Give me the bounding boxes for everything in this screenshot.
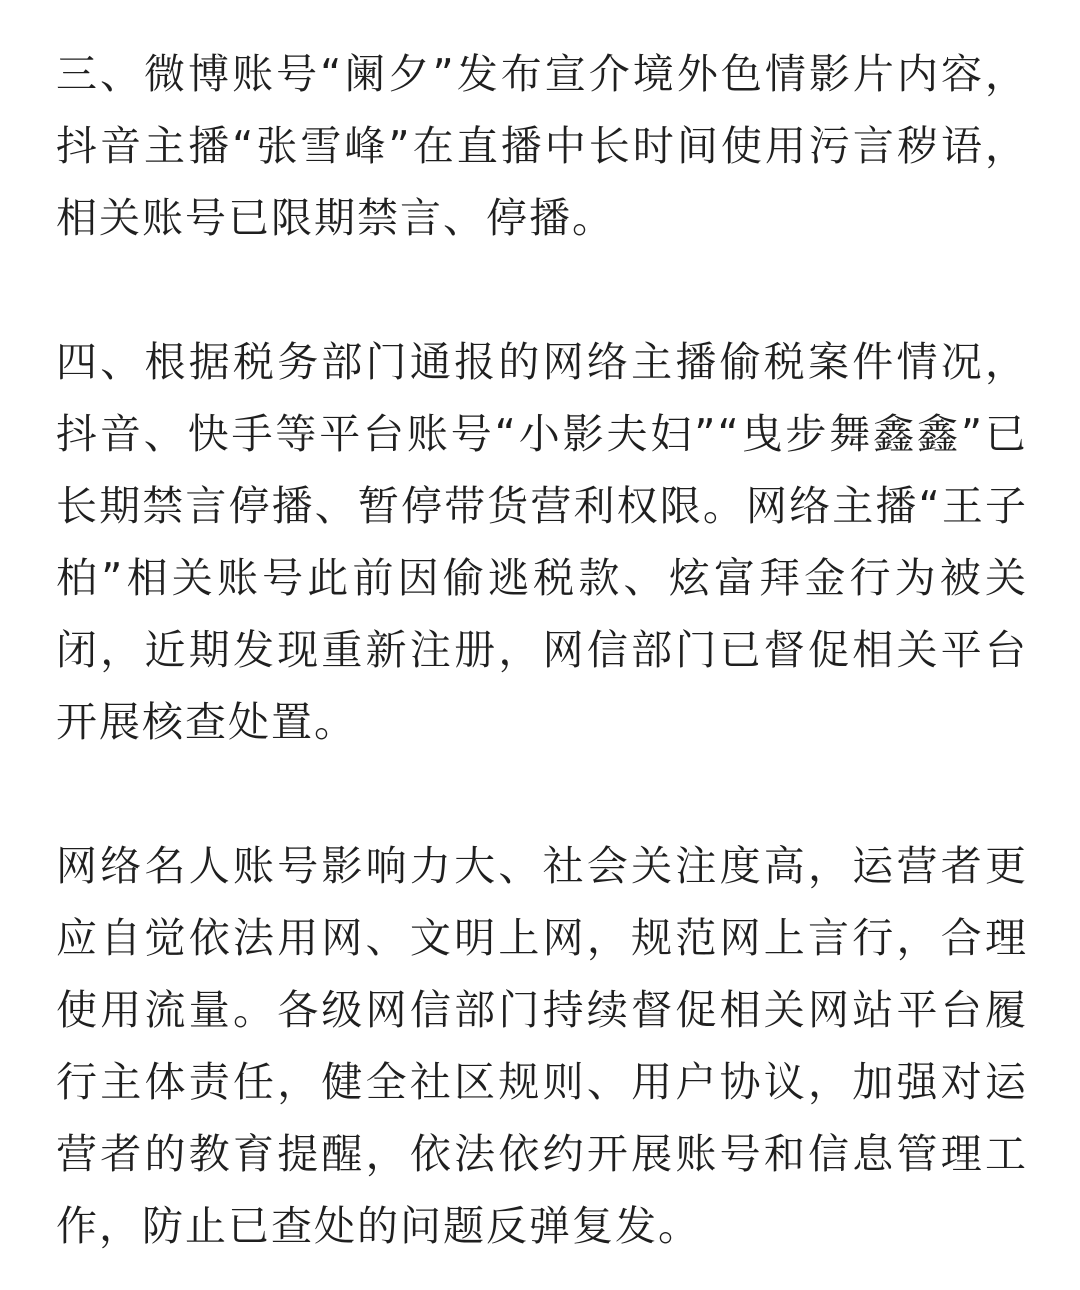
paragraph-conclusion: 网络名人账号影响力大、社会关注度高，运营者更应自觉依法用网、文明上网，规范网上言行，合理使用流量。各级网信部门持续督促相关网站平台履行主体责任，健全社区规则、用户协议，加强对运营者的教育提醒，依法依约开展账号和信息管理工作，防止已查处的问题反弹复发。 bbox=[56, 842, 1028, 1250]
paragraph-section-three: 三、微博账号“阑夕”发布宣介境外色情影片内容，抖音主播“张雪峰”在直播中长时间使用污言秽语，相关账号已限期禁言、停播。 bbox=[56, 50, 1028, 242]
paragraph-section-four: 四、根据税务部门通报的网络主播偷税案件情况，抖音、快手等平台账号“小影夫妇”“曳步舞鑫鑫”已长期禁言停播、暂停带货营利权限。网络主播“王子柏”相关账号此前因偷逃税款、炫富拜金行为被关闭，近期发现重新注册，网信部门已督促相关平台开展核查处置。 bbox=[56, 338, 1028, 746]
article-body bbox=[56, 38, 1028, 1262]
